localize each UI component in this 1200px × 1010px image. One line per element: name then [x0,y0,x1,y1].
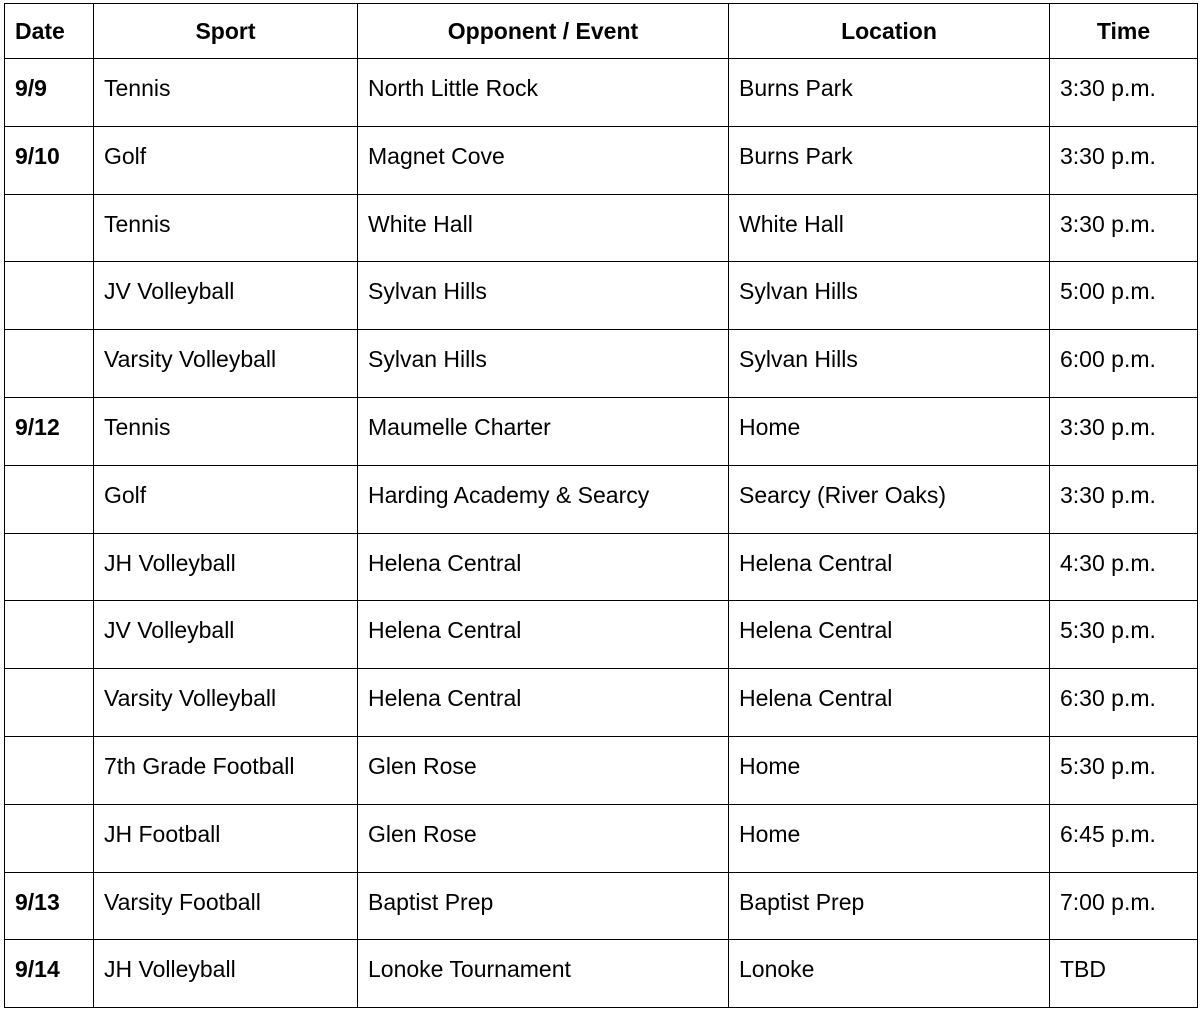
opponent-cell: Helena Central [358,669,729,737]
sport-cell: JV Volleyball [94,601,358,669]
table-row [5,397,1198,465]
time-cell: 5:00 p.m. [1050,262,1198,330]
sport-cell: Varsity Volleyball [94,330,358,398]
date-cell: 9/14 [5,940,94,1008]
location-cell: Burns Park [729,126,1050,194]
table-row [5,330,1198,398]
opponent-cell: Glen Rose [358,736,729,804]
opponent-cell: Sylvan Hills [358,330,729,398]
table-row [5,736,1198,804]
location-cell: Helena Central [729,669,1050,737]
table-row [5,194,1198,262]
location-cell: Baptist Prep [729,872,1050,940]
table-row [5,465,1198,533]
time-cell: 6:30 p.m. [1050,669,1198,737]
table-row [5,872,1198,940]
time-cell: 7:00 p.m. [1050,872,1198,940]
header-row [5,4,1198,59]
location-cell: Helena Central [729,601,1050,669]
table-row [5,804,1198,872]
header-date: Date [5,4,94,59]
opponent-cell: Helena Central [358,601,729,669]
date-cell: 9/12 [5,397,94,465]
table-row [5,533,1198,601]
date-cell [5,330,94,398]
header-opponent: Opponent / Event [358,4,729,59]
time-cell: TBD [1050,940,1198,1008]
time-cell: 5:30 p.m. [1050,736,1198,804]
time-cell: 6:45 p.m. [1050,804,1198,872]
time-cell: 6:00 p.m. [1050,330,1198,398]
date-cell [5,465,94,533]
location-cell: Sylvan Hills [729,262,1050,330]
sport-cell: JH Football [94,804,358,872]
sport-cell: Golf [94,465,358,533]
time-cell: 3:30 p.m. [1050,465,1198,533]
sport-cell: Varsity Football [94,872,358,940]
date-cell [5,194,94,262]
time-cell: 3:30 p.m. [1050,397,1198,465]
sport-cell: Varsity Volleyball [94,669,358,737]
time-cell: 5:30 p.m. [1050,601,1198,669]
location-cell: Searcy (River Oaks) [729,465,1050,533]
opponent-cell: Harding Academy & Searcy [358,465,729,533]
sport-cell: Golf [94,126,358,194]
location-cell: Lonoke [729,940,1050,1008]
location-cell: Home [729,804,1050,872]
table-row [5,601,1198,669]
opponent-cell: Lonoke Tournament [358,940,729,1008]
opponent-cell: Magnet Cove [358,126,729,194]
date-cell [5,736,94,804]
time-cell: 4:30 p.m. [1050,533,1198,601]
sport-cell: JH Volleyball [94,533,358,601]
sport-cell: JH Volleyball [94,940,358,1008]
sport-cell: 7th Grade Football [94,736,358,804]
location-cell: Sylvan Hills [729,330,1050,398]
location-cell: Home [729,397,1050,465]
date-cell: 9/13 [5,872,94,940]
opponent-cell: Helena Central [358,533,729,601]
opponent-cell: Glen Rose [358,804,729,872]
location-cell: Burns Park [729,59,1050,127]
table-row [5,940,1198,1008]
header-sport: Sport [94,4,358,59]
time-cell: 3:30 p.m. [1050,126,1198,194]
header-location: Location [729,4,1050,59]
opponent-cell: Sylvan Hills [358,262,729,330]
location-cell: White Hall [729,194,1050,262]
table-header [5,4,1198,59]
date-cell [5,601,94,669]
location-cell: Home [729,736,1050,804]
table-row [5,669,1198,737]
opponent-cell: White Hall [358,194,729,262]
sport-cell: JV Volleyball [94,262,358,330]
schedule-table [4,3,1198,1008]
date-cell: 9/9 [5,59,94,127]
sport-cell: Tennis [94,194,358,262]
date-cell [5,533,94,601]
opponent-cell: North Little Rock [358,59,729,127]
date-cell: 9/10 [5,126,94,194]
sport-cell: Tennis [94,59,358,127]
date-cell [5,262,94,330]
location-cell: Helena Central [729,533,1050,601]
table-row [5,262,1198,330]
header-time: Time [1050,4,1198,59]
date-cell [5,669,94,737]
date-cell [5,804,94,872]
time-cell: 3:30 p.m. [1050,59,1198,127]
opponent-cell: Maumelle Charter [358,397,729,465]
table-row [5,126,1198,194]
time-cell: 3:30 p.m. [1050,194,1198,262]
table-row [5,59,1198,127]
table-body [5,59,1198,1008]
opponent-cell: Baptist Prep [358,872,729,940]
sport-cell: Tennis [94,397,358,465]
